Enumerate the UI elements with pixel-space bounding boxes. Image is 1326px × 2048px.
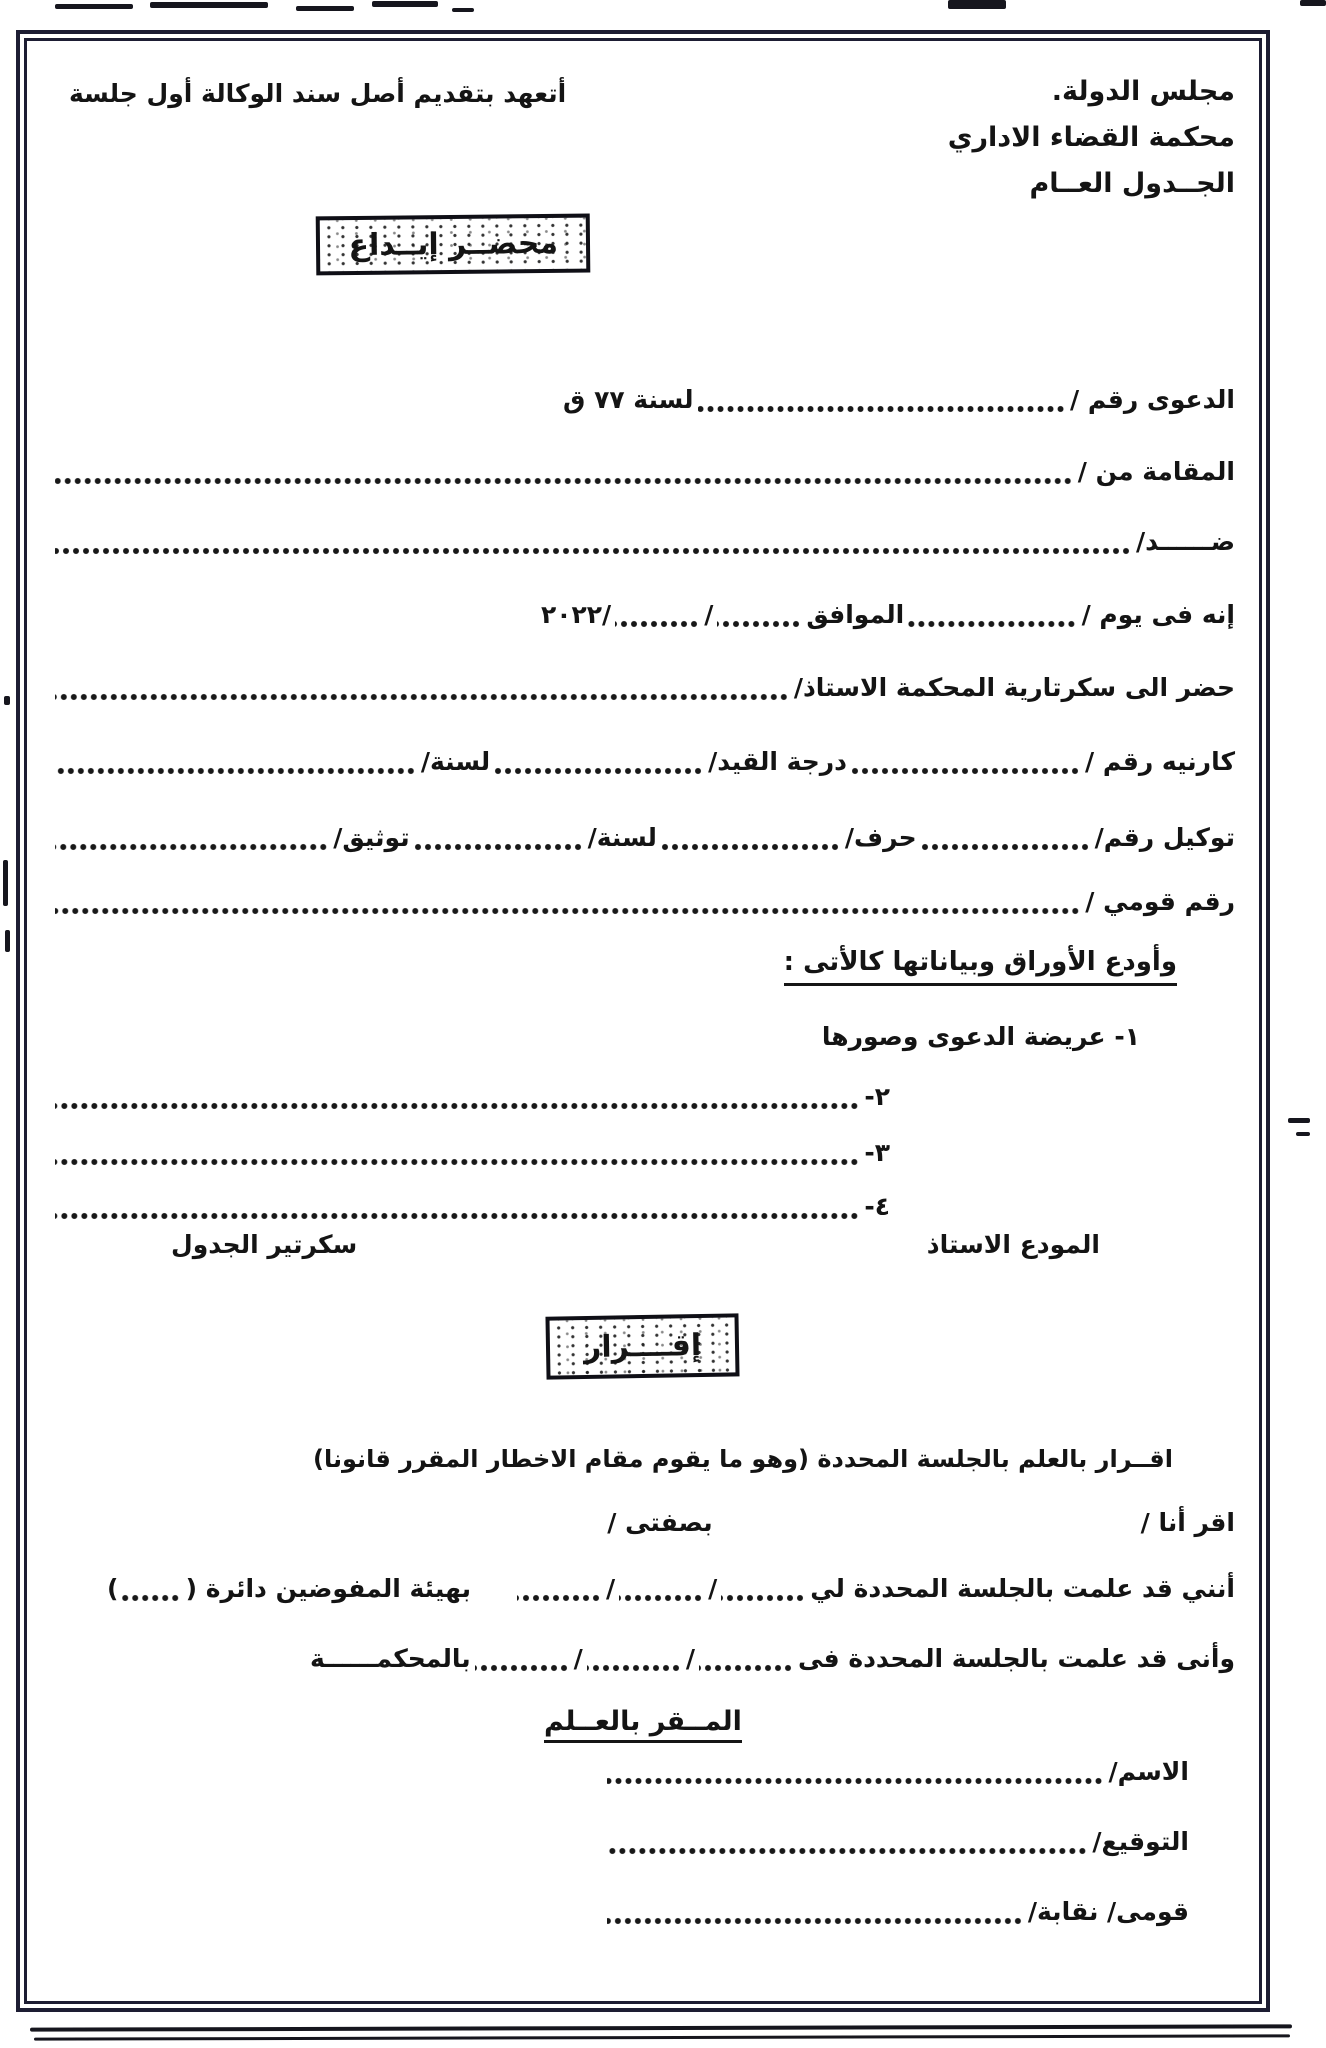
case-year-label: لسنة ٧٧ ق xyxy=(563,385,694,414)
session2-slash: / xyxy=(573,1644,583,1673)
court-identity-block xyxy=(948,69,1235,207)
national-id-field xyxy=(55,902,1081,915)
agency-name: مجلس الدولة. xyxy=(1051,76,1235,107)
attended-row xyxy=(51,671,1235,705)
session1-month-field xyxy=(619,1589,704,1602)
session1-year-field xyxy=(517,1589,602,1602)
against-row xyxy=(51,525,1235,559)
date-slash: / xyxy=(602,600,612,629)
id-label: قومى/ نقابة/ xyxy=(1027,1897,1189,1926)
national-id-label: رقم قومي / xyxy=(1085,887,1235,916)
card-number-label: كارنيه رقم / xyxy=(1085,747,1235,776)
card-year-label: لسنة/ xyxy=(420,747,491,776)
poa-letter-label: حرف/ xyxy=(844,823,917,852)
scan-artifact xyxy=(1300,0,1326,6)
scan-artifact xyxy=(55,4,133,9)
signature-label: التوقيع/ xyxy=(1092,1827,1189,1856)
card-row xyxy=(51,745,1235,779)
id-row xyxy=(603,1895,1189,1929)
item4-number: ٤- xyxy=(864,1192,890,1221)
commissioners-session-row xyxy=(107,1572,1235,1606)
bottom-rule xyxy=(34,2034,1290,2040)
scan-artifact xyxy=(1296,1132,1310,1136)
name-field xyxy=(607,1772,1104,1785)
poa-number-field xyxy=(921,838,1091,851)
notarization-label: توثيق/ xyxy=(333,823,410,852)
session2-slash: / xyxy=(685,1644,695,1673)
card-number-field xyxy=(851,762,1081,775)
scan-artifact xyxy=(372,1,438,7)
session1-slash: / xyxy=(605,1574,616,1603)
i-declare-label: اقر أنا / xyxy=(1140,1508,1235,1537)
filed-by-row xyxy=(51,455,1235,489)
declaration-stamp-wrapper xyxy=(51,1315,1235,1378)
circuit-close-paren: ) xyxy=(107,1574,119,1603)
month-field xyxy=(615,615,700,628)
notarization-field xyxy=(55,838,329,851)
item1-text: ١- عريضة الدعوى وصورها xyxy=(821,1022,1140,1051)
bottom-rule xyxy=(30,2024,1292,2031)
signature-captions-row xyxy=(51,1230,1235,1259)
against-label: ضــــــد/ xyxy=(1136,527,1235,556)
scan-artifact xyxy=(452,8,474,12)
filed-by-field xyxy=(55,472,1074,485)
poa-letter-field xyxy=(661,838,841,851)
item3-number: ٣- xyxy=(864,1138,890,1167)
scan-artifact xyxy=(4,696,10,705)
outer-border xyxy=(16,30,1270,2012)
scan-artifact xyxy=(3,860,8,906)
item2-field xyxy=(55,1097,860,1110)
attendee-name-field xyxy=(55,688,790,701)
date-row xyxy=(541,598,1235,632)
date-slash: / xyxy=(704,600,714,629)
on-day-label: إنه فى يوم / xyxy=(1081,600,1235,629)
acknowledger-title: المــقر بالعــلم xyxy=(544,1706,742,1743)
day-name-field xyxy=(908,615,1077,628)
card-year-field xyxy=(55,762,417,775)
declarant-row xyxy=(51,1506,1235,1540)
session2-year-field xyxy=(475,1659,570,1672)
scan-artifact xyxy=(5,930,10,952)
day-field xyxy=(717,615,802,628)
case-number-label: الدعوى رقم / xyxy=(1070,385,1235,414)
deposit-item-4 xyxy=(51,1190,890,1224)
at-court-label: بالمحكمــــــة xyxy=(310,1644,471,1673)
item3-field xyxy=(55,1153,860,1166)
knew-session-2-label: وأنى قد علمت بالجلسة المحددة فى xyxy=(797,1644,1235,1673)
signature-row xyxy=(603,1825,1189,1859)
case-number-field xyxy=(698,400,1067,413)
attended-label: حضر الى سكرتارية المحكمة الاستاذ/ xyxy=(793,673,1235,702)
national-id-row xyxy=(51,885,1235,919)
court-session-row xyxy=(51,1642,1235,1676)
session1-day-field xyxy=(721,1589,806,1602)
form-header xyxy=(51,69,1235,207)
poa-year-label: لسنة/ xyxy=(587,823,657,852)
registration-grade-field xyxy=(494,762,704,775)
deposit-item-2 xyxy=(51,1080,890,1114)
capacity-label: بصفتى / xyxy=(607,1508,713,1537)
year-value: ٢٠٢٢ xyxy=(541,600,603,629)
knew-session-1-label: أنني قد علمت بالجلسة المحددة لي xyxy=(810,1574,1235,1603)
poa-year-field xyxy=(414,838,584,851)
case-number-row xyxy=(563,383,1235,417)
inner-border xyxy=(24,38,1262,2004)
court-name: محكمة القضاء الاداري xyxy=(947,122,1235,153)
commissioners-label: بهيئة المفوضين دائرة ( xyxy=(185,1574,471,1603)
name-label: الاسم/ xyxy=(1108,1757,1189,1786)
signature-field xyxy=(607,1842,1088,1855)
declaration-heading: اقــرار بالعلم بالجلسة المحددة (وهو ما يقوم مقام الاخطار المقرر قانونا) xyxy=(313,1445,1173,1473)
circuit-field xyxy=(122,1589,181,1602)
item4-field xyxy=(55,1207,860,1220)
depositor-caption: المودع الاستاذ xyxy=(926,1230,1100,1259)
scan-artifact xyxy=(296,6,354,11)
deposit-stamp-wrapper xyxy=(51,207,1236,278)
scan-artifact xyxy=(1288,1118,1310,1123)
scan-artifact xyxy=(948,0,1006,9)
session2-month-field xyxy=(587,1659,682,1672)
acknowledger-title-row xyxy=(51,1706,1235,1737)
poa-number-label: توكيل رقم/ xyxy=(1094,823,1235,852)
id-field xyxy=(607,1912,1024,1925)
scan-artifact xyxy=(150,2,268,8)
session1-slash: / xyxy=(708,1574,718,1603)
declaration-heading-row xyxy=(51,1442,1173,1476)
register-name: الجــدول العــام xyxy=(1029,168,1235,199)
session2-day-field xyxy=(699,1659,794,1672)
deposit-item-1 xyxy=(51,1020,1140,1054)
item2-number: ٢- xyxy=(864,1082,890,1111)
poa-row xyxy=(51,821,1235,855)
name-row xyxy=(603,1755,1189,1789)
deposit-stamp: محضــر إيــداع xyxy=(316,214,590,276)
deposit-item-3 xyxy=(51,1136,890,1170)
filed-by-label: المقامة من / xyxy=(1077,457,1235,486)
deposited-heading: وأودع الأوراق وبياناتها كالأتى : xyxy=(784,945,1177,986)
corresponding-label: الموافق xyxy=(806,600,905,629)
secretary-caption: سكرتير الجدول xyxy=(171,1230,358,1259)
pledge-note: أتعهد بتقديم أصل سند الوكالة أول جلسة xyxy=(69,79,567,108)
against-field xyxy=(55,542,1132,555)
registration-grade-label: درجة القيد/ xyxy=(708,747,848,776)
deposited-heading-row xyxy=(51,945,1177,986)
declaration-stamp: إقــــرار xyxy=(546,1313,740,1379)
